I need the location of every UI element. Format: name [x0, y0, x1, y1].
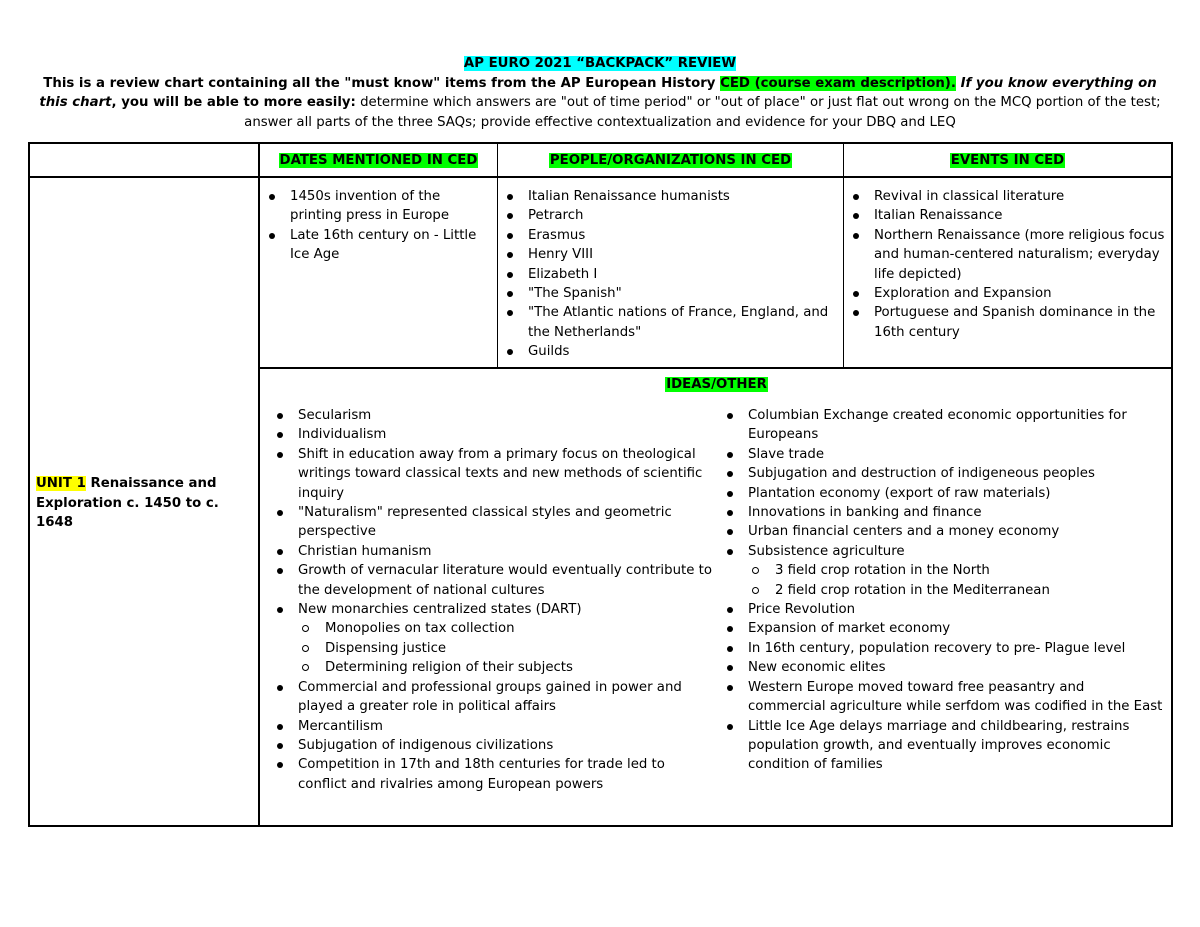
- people-item: "The Atlantic nations of France, England, and the Netherlands": [502, 303, 836, 342]
- ideas-right-list: [722, 406, 1166, 775]
- ideas-item: Price Revolution: [722, 600, 1166, 619]
- sub-list: [748, 561, 1166, 600]
- ideas-right-column: [722, 406, 1166, 775]
- ideas-item: Subjugation of indigenous civilizations: [272, 736, 712, 755]
- ideas-item: Plantation economy (export of raw materials): [722, 484, 1166, 503]
- events-item: Portuguese and Spanish dominance in the 16th century: [848, 303, 1166, 342]
- ideas-item: In 16th century, population recovery to pre- Plague level: [722, 639, 1166, 658]
- ideas-item: Urban financial centers and a money economy: [722, 522, 1166, 541]
- people-item: Italian Renaissance humanists: [502, 187, 836, 206]
- sub-list-item: 2 field crop rotation in the Mediterranean: [748, 581, 1166, 600]
- sub-list: [298, 619, 712, 677]
- people-cell: [502, 187, 836, 362]
- dates-item: Late 16th century on - Little Ice Age: [264, 226, 478, 265]
- people-item: Guilds: [502, 342, 836, 361]
- sub-list-item: 3 field crop rotation in the North: [748, 561, 1166, 580]
- ideas-item: Columbian Exchange created economic opportunities for Europeans: [722, 406, 1166, 445]
- ideas-left-list: [272, 406, 712, 794]
- dates-cell: [264, 187, 478, 265]
- page-title: AP EURO 2021 “BACKPACK” REVIEW: [463, 56, 737, 71]
- sub-list-item: Determining religion of their subjects: [298, 658, 712, 677]
- ideas-item: Mercantilism: [272, 717, 712, 736]
- unit-label: UNIT 1 Renaissance and Exploration c. 1450 to c. 1648: [36, 476, 219, 530]
- ideas-item: Growth of vernacular literature would eventually contribute to the development of national cultures: [272, 561, 712, 600]
- ideas-left-column: [272, 406, 712, 794]
- people-item: Erasmus: [502, 226, 836, 245]
- ideas-item: Little Ice Age delays marriage and childbearing, restrains population growth, and eventually improves economic condition of families: [722, 717, 1166, 775]
- column-header-dates: DATES MENTIONED IN CED: [279, 153, 478, 168]
- intro-paragraph: This is a review chart containing all the "must know" items from the AP European History CED (course exam description). If you know everything on this chart, you will be able to more easily: determine which answers are "out of time period" or "out of place" or just flat out wrong on the MCQ portion of the test; answer all parts of the three SAQs; provide effective contextualization and evidence for your DBQ and LEQ: [39, 75, 1161, 130]
- sub-list-item: Monopolies on tax collection: [298, 619, 712, 638]
- dates-item: 1450s invention of the printing press in Europe: [264, 187, 478, 226]
- ideas-heading: IDEAS/OTHER: [666, 377, 767, 392]
- people-item: Elizabeth I: [502, 265, 836, 284]
- events-item: Northern Renaissance (more religious focus and human-centered naturalism; everyday life depicted): [848, 226, 1166, 284]
- ideas-item: Subsistence agriculture 3 field crop rotation in the North 2 field crop rotation in the Mediterranean: [722, 542, 1166, 600]
- ideas-item: Subjugation and destruction of indigeneous peoples: [722, 464, 1166, 483]
- events-item: Exploration and Expansion: [848, 284, 1166, 303]
- people-item: Henry VIII: [502, 245, 836, 264]
- people-item: "The Spanish": [502, 284, 836, 303]
- ideas-item: "Naturalism" represented classical styles and geometric perspective: [272, 503, 712, 542]
- events-item: Revival in classical literature: [848, 187, 1166, 206]
- ideas-item: Commercial and professional groups gained in power and played a greater role in political affairs: [272, 678, 712, 717]
- ideas-item: Innovations in banking and finance: [722, 503, 1166, 522]
- people-list: [502, 187, 836, 362]
- table-divider: [259, 367, 1173, 369]
- events-list: [848, 187, 1166, 342]
- ideas-item: Western Europe moved toward free peasantry and commercial agriculture while serfdom was codified in the East: [722, 678, 1166, 717]
- sub-list-item: Dispensing justice: [298, 639, 712, 658]
- table-divider: [258, 142, 260, 827]
- dates-list: [264, 187, 478, 265]
- column-header-events: EVENTS IN CED: [950, 153, 1065, 168]
- ced-highlight: CED (course exam description).: [720, 75, 956, 91]
- ideas-item: Secularism: [272, 406, 712, 425]
- ideas-item: New economic elites: [722, 658, 1166, 677]
- people-item: Petrarch: [502, 206, 836, 225]
- ideas-item: Slave trade: [722, 445, 1166, 464]
- ideas-item: Competition in 17th and 18th centuries for trade led to conflict and rivalries among European powers: [272, 755, 712, 794]
- ideas-item: Shift in education away from a primary focus on theological writings toward classical texts and new methods of scientific inquiry: [272, 445, 712, 503]
- document-header: [30, 54, 1170, 132]
- ideas-item: Expansion of market economy: [722, 619, 1166, 638]
- ideas-item: Christian humanism: [272, 542, 712, 561]
- events-item: Italian Renaissance: [848, 206, 1166, 225]
- events-cell: [848, 187, 1166, 342]
- ideas-item: Individualism: [272, 425, 712, 444]
- column-header-people: PEOPLE/ORGANIZATIONS IN CED: [549, 153, 792, 168]
- ideas-item: New monarchies centralized states (DART) Monopolies on tax collection Dispensing justice Determining religion of their subjects: [272, 600, 712, 678]
